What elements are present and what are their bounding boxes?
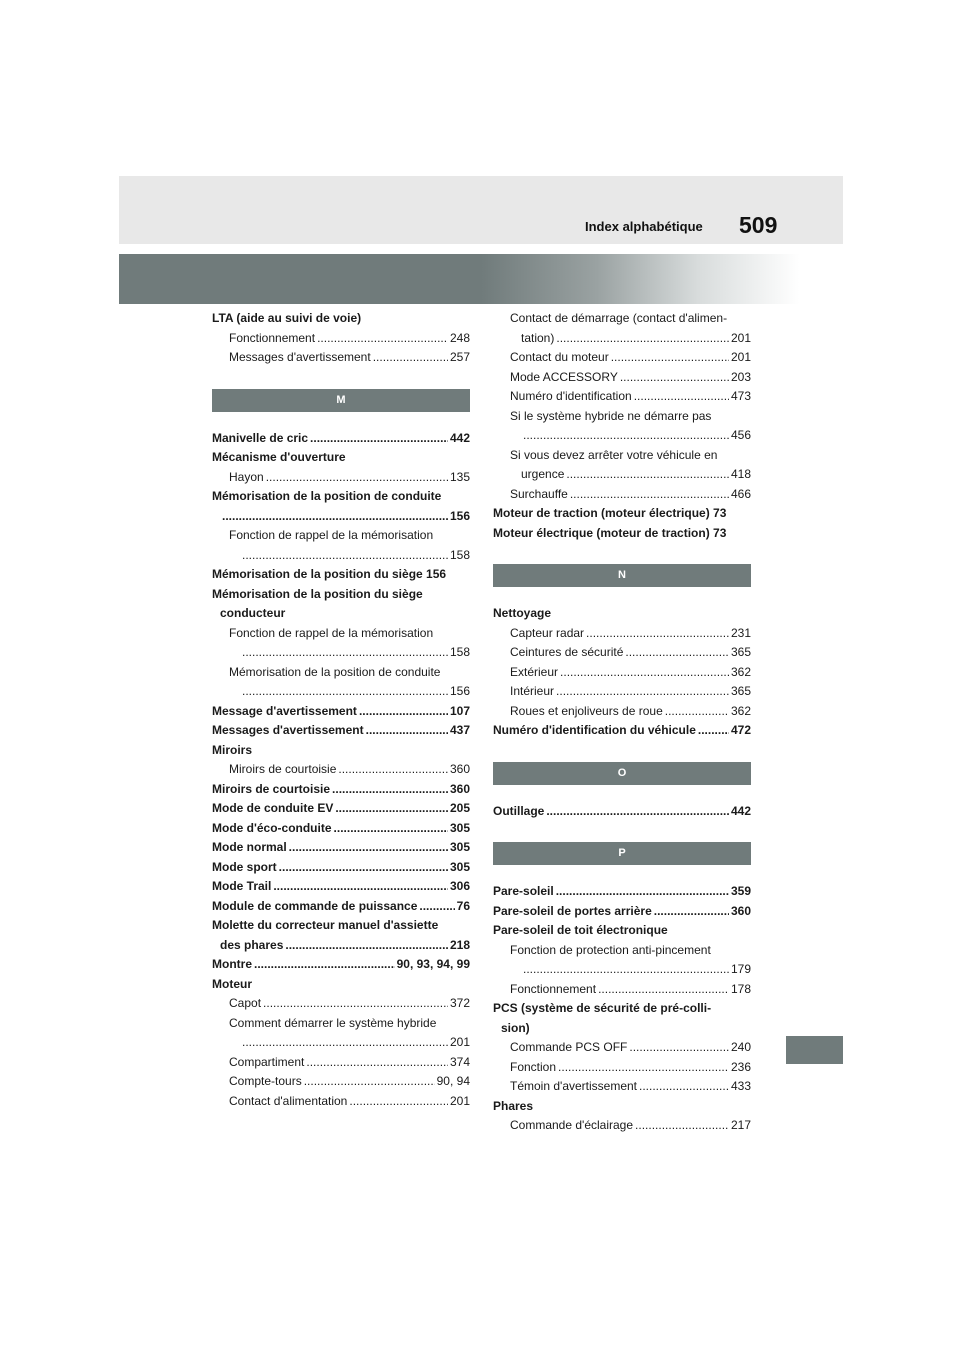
dot-leader — [558, 1058, 729, 1078]
dot-leader — [242, 1033, 448, 1053]
entry-text: Contact de démarrage (contact d'alimen- — [510, 311, 728, 325]
entry-text: Témoin d'avertissement — [510, 1079, 638, 1093]
page-reference: 305 — [449, 820, 470, 835]
entry-text: PCS (système de sécurité de pré-colli- — [493, 1001, 712, 1015]
index-subentry — [493, 1116, 751, 1136]
page-reference: 76 — [456, 898, 470, 913]
entry-text: Mode Trail — [212, 879, 272, 893]
index-entry — [493, 524, 751, 544]
page-reference: 305 — [449, 859, 470, 874]
index-subentry — [212, 1033, 470, 1053]
entry-text: Nettoyage — [493, 606, 552, 620]
page-reference: 201 — [449, 1093, 470, 1108]
index-subentry — [493, 387, 751, 407]
entry-text: Messages d'avertissement — [212, 723, 364, 737]
page-reference: 365 — [730, 684, 751, 698]
dot-leader — [332, 780, 448, 800]
chapter-thumb-tab — [786, 1036, 843, 1064]
index-subentry — [212, 526, 470, 546]
index-subentry — [212, 348, 470, 368]
page-reference: 156 — [449, 684, 470, 698]
index-subentry — [493, 348, 751, 368]
dot-leader — [639, 1077, 729, 1097]
index-entry — [212, 799, 470, 819]
page-reference: 218 — [449, 937, 470, 952]
index-entry — [212, 838, 470, 858]
index-subentry — [212, 624, 470, 644]
entry-text: Fonctionnement — [510, 981, 597, 996]
index-entry — [212, 487, 470, 507]
index-subentry — [212, 760, 470, 780]
index-entry — [212, 858, 470, 878]
index-entry — [493, 802, 751, 822]
index-subentry — [493, 682, 751, 702]
dot-leader — [317, 329, 448, 349]
entry-text: Pare-soleil — [493, 884, 554, 898]
index-column-left — [212, 309, 470, 1111]
page-reference: 360 — [730, 903, 751, 918]
index-entry — [212, 429, 470, 449]
entry-text: Mémorisation de la position de conduite — [229, 664, 441, 679]
section-title: Index alphabétique — [585, 219, 703, 234]
entry-text: Miroirs de courtoisie — [229, 762, 337, 776]
dot-leader — [560, 663, 729, 683]
entry-text: Intérieur — [510, 684, 555, 698]
index-entry — [212, 877, 470, 897]
index-entry — [212, 780, 470, 800]
index-subentry — [493, 941, 751, 961]
index-entry — [212, 936, 470, 956]
entry-text: Module de commande de puissance — [212, 898, 418, 913]
index-subentry — [212, 329, 470, 349]
index-subentry — [212, 1092, 470, 1112]
dot-leader — [523, 960, 729, 980]
index-subentry — [493, 446, 751, 466]
dot-leader — [556, 882, 729, 902]
page-reference: 217 — [730, 1118, 751, 1132]
index-entry — [212, 897, 470, 917]
entry-text: Extérieur — [510, 664, 559, 679]
letter-divider: M — [212, 389, 470, 412]
page-reference: 359 — [730, 884, 751, 898]
dot-leader — [242, 682, 448, 702]
index-subentry — [212, 468, 470, 488]
dot-leader — [335, 799, 448, 819]
index-subentry — [493, 368, 751, 388]
dot-leader — [419, 897, 454, 917]
dot-leader — [273, 877, 448, 897]
dot-leader — [242, 643, 448, 663]
letter-divider: P — [493, 842, 751, 865]
page-reference: 360 — [449, 762, 470, 776]
page-reference: 90, 93, 94, 99 — [396, 957, 470, 971]
page-reference: 158 — [449, 645, 470, 659]
entry-text: Fonction — [510, 1059, 557, 1074]
dot-leader — [373, 348, 448, 368]
entry-text: Outillage — [493, 803, 545, 818]
page-reference: 240 — [730, 1040, 751, 1054]
index-subentry — [493, 407, 751, 427]
decorative-gradient-band — [119, 254, 843, 304]
entry-text: LTA (aide au suivi de voie) — [212, 311, 362, 325]
dot-leader — [634, 387, 729, 407]
entry-text: Compte-tours — [229, 1074, 302, 1088]
entry-text: Fonction de rappel de la mémorisation — [229, 625, 434, 640]
page-reference: 90, 94 — [436, 1074, 470, 1088]
index-subentry — [493, 643, 751, 663]
page-reference: 473 — [730, 389, 751, 403]
index-entry — [212, 585, 470, 605]
dot-leader — [570, 485, 729, 505]
index-subentry — [493, 980, 751, 1000]
entry-text: Miroirs — [212, 742, 253, 757]
entry-text: Moteur de traction (moteur électrique) 73 — [493, 506, 727, 520]
index-subentry — [212, 643, 470, 663]
dot-leader — [586, 624, 729, 644]
entry-text: Numéro d'identification — [510, 389, 632, 403]
entry-text: Fonctionnement — [229, 330, 316, 345]
index-entry — [493, 902, 751, 922]
index-subentry — [493, 624, 751, 644]
index-entry — [212, 309, 470, 329]
index-subentry — [493, 663, 751, 683]
index-entry — [212, 741, 470, 761]
index-subentry — [493, 960, 751, 980]
page-reference: 236 — [730, 1059, 751, 1074]
index-entry — [212, 975, 470, 995]
dot-leader — [222, 507, 448, 527]
entry-text: Roues et enjoliveurs de roue — [510, 703, 663, 718]
entry-text: Moteur électrique (moteur de traction) 73 — [493, 525, 727, 540]
dot-leader — [289, 838, 448, 858]
entry-text: Mode normal — [212, 840, 287, 854]
page-reference: 158 — [449, 547, 470, 562]
page-reference: 472 — [730, 723, 751, 737]
index-subentry — [493, 426, 751, 446]
dot-leader — [349, 1092, 448, 1112]
dot-leader — [242, 546, 448, 566]
dot-leader — [556, 682, 729, 702]
page-reference: 201 — [730, 350, 751, 364]
dot-leader — [266, 468, 448, 488]
dot-leader — [304, 1072, 435, 1092]
entry-text: Phares — [493, 1098, 534, 1113]
index-entry — [493, 921, 751, 941]
entry-text: Mode sport — [212, 859, 277, 874]
page-header-band — [119, 176, 843, 244]
entry-text: Manivelle de cric — [212, 430, 309, 445]
index-entry — [493, 1019, 751, 1039]
entry-text: Mode de conduite EV — [212, 801, 334, 815]
page-reference: 437 — [449, 723, 470, 737]
entry-text: Moteur — [212, 976, 252, 991]
index-entry — [493, 1097, 751, 1117]
page-reference: 442 — [730, 803, 751, 818]
dot-leader — [629, 1038, 729, 1058]
entry-text: Mécanisme d'ouverture — [212, 450, 346, 464]
index-entry — [493, 504, 751, 524]
index-subentry — [493, 1058, 751, 1078]
page-reference: 306 — [449, 879, 470, 893]
entry-text: conducteur — [220, 606, 286, 620]
index-subentry — [493, 485, 751, 505]
page-reference: 456 — [730, 428, 751, 442]
dot-leader — [625, 643, 729, 663]
index-entry — [493, 721, 751, 741]
index-subentry — [212, 663, 470, 683]
page-reference: 156 — [449, 508, 470, 523]
page-reference: 433 — [730, 1079, 751, 1093]
index-entry — [493, 882, 751, 902]
entry-text: tation) — [521, 330, 555, 345]
index-subentry — [212, 1014, 470, 1034]
entry-text: Mémorisation de la position du siège — [212, 586, 423, 601]
page-reference: 135 — [449, 469, 470, 484]
dot-leader — [263, 994, 448, 1014]
index-subentry — [493, 465, 751, 485]
entry-text: Molette du correcteur manuel d'assiette — [212, 918, 439, 932]
index-subentry — [493, 1077, 751, 1097]
entry-text: Commande PCS OFF — [510, 1040, 628, 1054]
entry-text: Contact du moteur — [510, 350, 609, 364]
index-subentry — [212, 1072, 470, 1092]
index-subentry — [493, 329, 751, 349]
dot-leader — [366, 721, 448, 741]
page-reference: 201 — [730, 330, 751, 345]
page-reference: 248 — [449, 330, 470, 345]
dot-leader — [254, 955, 395, 975]
index-entry — [212, 507, 470, 527]
dot-leader — [698, 721, 729, 741]
entry-text: Fonction de protection anti-pincement — [510, 942, 711, 957]
dot-leader — [306, 1053, 448, 1073]
index-subentry — [212, 546, 470, 566]
page-reference: 362 — [730, 703, 751, 718]
page-reference: 231 — [730, 625, 751, 640]
page-reference: 374 — [449, 1054, 470, 1069]
entry-text: Mémorisation de la position de conduite — [212, 489, 442, 503]
entry-text: des phares — [220, 937, 284, 952]
index-entry — [212, 721, 470, 741]
page-reference: 365 — [730, 645, 751, 659]
entry-text: Surchauffe — [510, 486, 568, 501]
dot-leader — [611, 348, 729, 368]
index-entry — [212, 565, 470, 585]
index-entry — [493, 999, 751, 1019]
dot-leader — [556, 329, 729, 349]
entry-text: Numéro d'identification du véhicule — [493, 723, 696, 737]
dot-leader — [279, 858, 448, 878]
dot-leader — [654, 902, 729, 922]
dot-leader — [635, 1116, 729, 1136]
entry-text: Pare-soleil de toit électronique — [493, 923, 668, 937]
entry-text: Commande d'éclairage — [510, 1118, 634, 1132]
page-reference: 442 — [449, 430, 470, 445]
entry-text: Message d'avertissement — [212, 703, 357, 718]
page-reference: 372 — [449, 996, 470, 1010]
dot-leader — [620, 368, 729, 388]
entry-text: urgence — [521, 467, 565, 481]
page-reference: 201 — [449, 1035, 470, 1049]
entry-text: Mémorisation de la position du siège 156 — [212, 567, 447, 581]
entry-text: Capteur radar — [510, 625, 585, 640]
index-subentry — [212, 994, 470, 1014]
page-reference: 178 — [730, 981, 751, 996]
dot-leader — [338, 760, 448, 780]
page-reference: 257 — [449, 350, 470, 364]
entry-text: Comment démarrer le système hybride — [229, 1015, 437, 1030]
entry-text: Hayon — [229, 469, 264, 484]
page-reference: 305 — [449, 840, 470, 854]
dot-leader — [285, 936, 448, 956]
page-reference: 418 — [730, 467, 751, 481]
entry-text: Mode d'éco-conduite — [212, 820, 332, 835]
index-entry — [493, 604, 751, 624]
index-entry — [212, 604, 470, 624]
dot-leader — [310, 429, 448, 449]
dot-leader — [359, 702, 448, 722]
entry-text: Ceintures de sécurité — [510, 645, 624, 659]
index-subentry — [493, 1038, 751, 1058]
page-reference: 360 — [449, 781, 470, 796]
index-subentry — [212, 1053, 470, 1073]
index-entry — [212, 702, 470, 722]
page-reference: 203 — [730, 369, 751, 384]
dot-leader — [598, 980, 729, 1000]
index-entry — [212, 448, 470, 468]
entry-text: Montre — [212, 957, 252, 971]
dot-leader — [546, 802, 729, 822]
entry-text: Contact d'alimentation — [229, 1093, 348, 1108]
index-entry — [212, 955, 470, 975]
index-subentry — [493, 702, 751, 722]
index-subentry — [493, 309, 751, 329]
page-reference: 179 — [730, 962, 751, 976]
page-reference: 362 — [730, 664, 751, 679]
dot-leader — [566, 465, 729, 485]
entry-text: Capot — [229, 996, 262, 1010]
entry-text: Si le système hybride ne démarre pas — [510, 408, 712, 423]
letter-divider: N — [493, 564, 751, 587]
page-number: 509 — [739, 212, 778, 238]
entry-text: Si vous devez arrêter votre véhicule en — [510, 447, 718, 462]
letter-divider: O — [493, 762, 751, 785]
entry-text: Compartiment — [229, 1054, 305, 1069]
index-column-right — [493, 309, 751, 1136]
entry-text: Miroirs de courtoisie — [212, 781, 331, 796]
index-entry — [212, 819, 470, 839]
index-subentry — [212, 682, 470, 702]
page-reference: 466 — [730, 486, 751, 501]
page-reference: 205 — [449, 801, 470, 815]
dot-leader — [334, 819, 448, 839]
page-reference: 107 — [449, 703, 470, 718]
dot-leader — [665, 702, 729, 722]
index-entry — [212, 916, 470, 936]
entry-text: Pare-soleil de portes arrière — [493, 903, 652, 918]
entry-text: Fonction de rappel de la mémorisation — [229, 528, 434, 542]
entry-text: Messages d'avertissement — [229, 350, 371, 364]
entry-text: sion) — [501, 1020, 530, 1035]
dot-leader — [523, 426, 729, 446]
entry-text: Mode ACCESSORY — [510, 369, 618, 384]
